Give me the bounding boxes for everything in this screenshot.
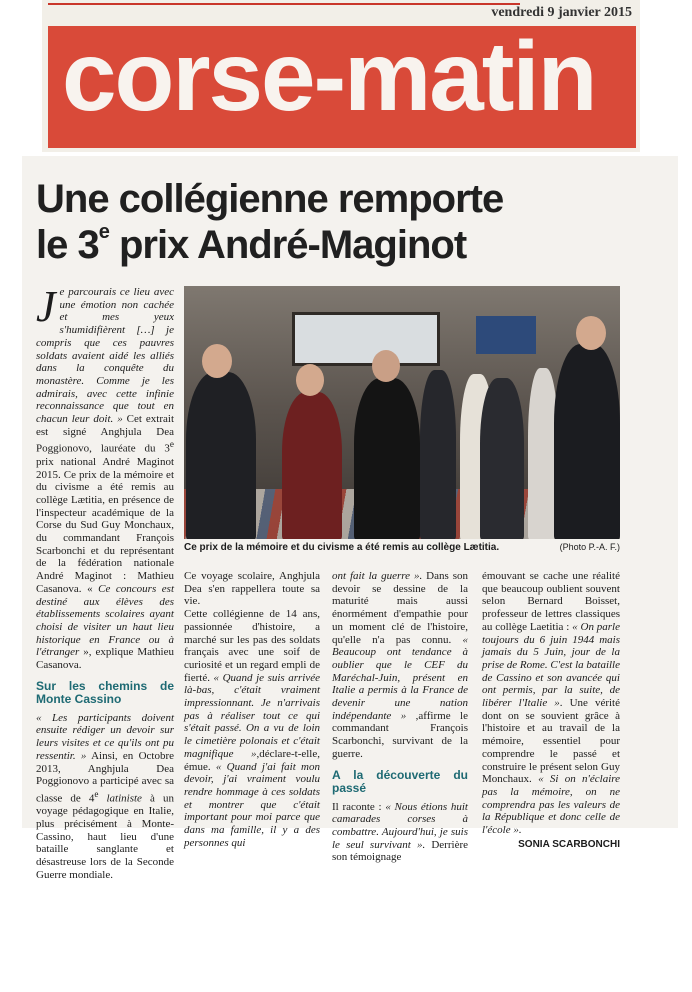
body-text: Derrière son témoignage	[332, 838, 468, 864]
person-head	[296, 364, 324, 396]
person-head	[372, 350, 400, 382]
headline-text: prix André-Maginot	[108, 223, 467, 267]
quote: ont fait la guerre ».	[332, 570, 423, 582]
photo-caption: Ce prix de la mémoire et du civisme a été remis au collège Lætitia.	[184, 542, 500, 553]
superscript: e	[94, 788, 99, 799]
person-figure	[480, 378, 524, 539]
person-figure	[354, 378, 420, 539]
issue-date: vendredi 9 janvier 2015	[491, 5, 632, 20]
person-head	[576, 316, 606, 350]
masthead-logo-band	[48, 26, 636, 148]
quote: « Quand je suis arrivée là-bas, c'était vraiment impressionnant. Je n'arrivais pas à réaliser tout ce qui s'était passé. On a vu de loin le cimetière polonais et c'était magnifique »	[184, 671, 321, 760]
paragraph	[482, 570, 620, 837]
body-text: Ce voyage scolaire, Anghjula Dea s'en rappellera toute sa vie.	[184, 570, 320, 608]
body-text: prix national André Maginot 2015. Ce prix de la mémoire et du civisme a été remis au collège Lætitia, en présence de l'inspecteur académique de la Corse du Sud Guy Monchaux, du commandant François Scarbonchi et du représentant de la fédération nationale André Maginot : Mathieu Casanova. «	[36, 455, 174, 595]
wall-poster	[476, 316, 536, 354]
article-photo	[184, 286, 620, 539]
drop-cap: J	[36, 282, 56, 331]
quote: « Les participants doivent ensuite rédiger un devoir sur leurs visites et ce qu'ils ont pu ressentir. »	[36, 711, 174, 762]
projection-screen	[292, 312, 440, 366]
body-text: Ainsi, en Octobre 2013, Anghjula Dea Poggionovo a participé avec sa classe de 4	[36, 749, 175, 805]
person-head	[202, 344, 232, 378]
article-column-4	[482, 570, 620, 851]
masthead	[42, 0, 640, 152]
body-text: Cette collégienne de 14 ans, passionnée d'histoire, a marché sur les pas des soldats français avec une soif de curiosité et un regard empli de fierté.	[184, 608, 320, 684]
quote: « Nous étions huit camarades corses à combattre. Aujourd'hui, je suis le seul survivant ».	[332, 800, 468, 851]
subheading: Sur les chemins de Monte Cassino	[36, 678, 174, 706]
person-figure	[554, 344, 620, 539]
newspaper-logo: corse-matin	[62, 26, 596, 131]
headline-superscript: e	[98, 221, 109, 243]
photo-credit: (Photo P.-A. F.)	[559, 542, 620, 552]
quote: e parcourais ce lieu avec une émotion non cachée et mes yeux s'humidifièrent […] je compris que ces pauvres soldats avaient aidé les alliés dans la conquête du monastère. Comme je les admirais, avec cette infinie reconnaissance que tout en chacun leur doit. »	[36, 286, 174, 426]
subheading: A la découverte du passé	[332, 767, 468, 795]
masthead-rule	[48, 3, 520, 5]
paragraph	[36, 282, 174, 672]
person-figure	[186, 372, 256, 539]
headline-line-2	[36, 222, 656, 268]
person-figure	[420, 370, 456, 539]
superscript: e	[169, 439, 174, 450]
article-column-3	[332, 570, 468, 864]
article-column-2	[184, 570, 320, 849]
body-text: ,affirme le commandant François Scarbonchi, survivant de la guerre.	[332, 709, 468, 760]
paragraph	[184, 608, 320, 849]
headline-line-1: Une collégienne remporte	[36, 177, 504, 221]
body-text: latiniste	[98, 792, 142, 805]
body-text: Il raconte :	[332, 800, 386, 813]
quote: « On parle toujours du 6 juin 1944 mais jamais du 5 Juin, jour de la prise de Rome. C'est la bataille de Cassino et son avancée qui ont permis, par la suite, de libérer l'Italie »	[482, 620, 620, 710]
author-signature: SONIA SCARBONCHI	[518, 838, 620, 850]
body-text: ,déclare-t-elle, émue.	[184, 747, 320, 773]
quote: « Beaucoup ont tendance à oublier que le CEF du Maréchal-Juin, présent en Italie a permis à la France de devenir une nation indépendante »	[332, 633, 468, 722]
body-text: à un voyage pédagogique en Italie, plus précisément à Monte-Cassino, haut lieu d'une bataille sanglante et désastreuse lors de la Seconde Guerre mondiale.	[36, 792, 174, 881]
quote: « Si on n'éclaire pas la mémoire, on ne comprendra pas les valeurs de la République et donc celle de l'école ».	[482, 773, 621, 837]
body-text: . Une vérité dont on se souvient grâce à l'histoire et au travail de la mémoire, essentiel pour comprendre le passé et construire le présent selon Guy Monchaux.	[482, 697, 620, 786]
person-figure	[282, 392, 342, 539]
headline	[36, 176, 656, 268]
paragraph	[36, 712, 174, 882]
body-text: », explique Mathieu Casanova.	[36, 646, 174, 672]
article-column-1	[36, 282, 175, 882]
paragraph	[332, 570, 468, 761]
body-text: Dans son devoir se dessine de la maturité mais aussi énormément d'empathie pour un moment clé de l'histoire, qu'elle n'a pas connu.	[332, 570, 469, 646]
paragraph	[184, 570, 320, 608]
headline-text: le 3	[36, 223, 99, 267]
quote: Ce concours est destiné aux élèves des établissements scolaires ayant choisi de visiter un haut lieu historique en France ou à l'étranger	[36, 582, 174, 659]
article-clipping	[22, 156, 678, 881]
body-text: Cet extrait est signé Anghjula Dea Poggionovo, lauréate du 3	[36, 413, 174, 456]
quote: « Quand j'ai fait mon devoir, j'ai vraiment voulu rendre hommage à ces soldats et montrer que c'était important pour moi parce que dans ma famille, il y a des personnes qui	[184, 760, 320, 849]
paragraph	[332, 801, 468, 865]
body-text: émouvant se cache une réalité que beaucoup oublient souvent selon Bernard Boisset, professeur de lettres classiques au collège Laetitia :	[482, 570, 620, 633]
